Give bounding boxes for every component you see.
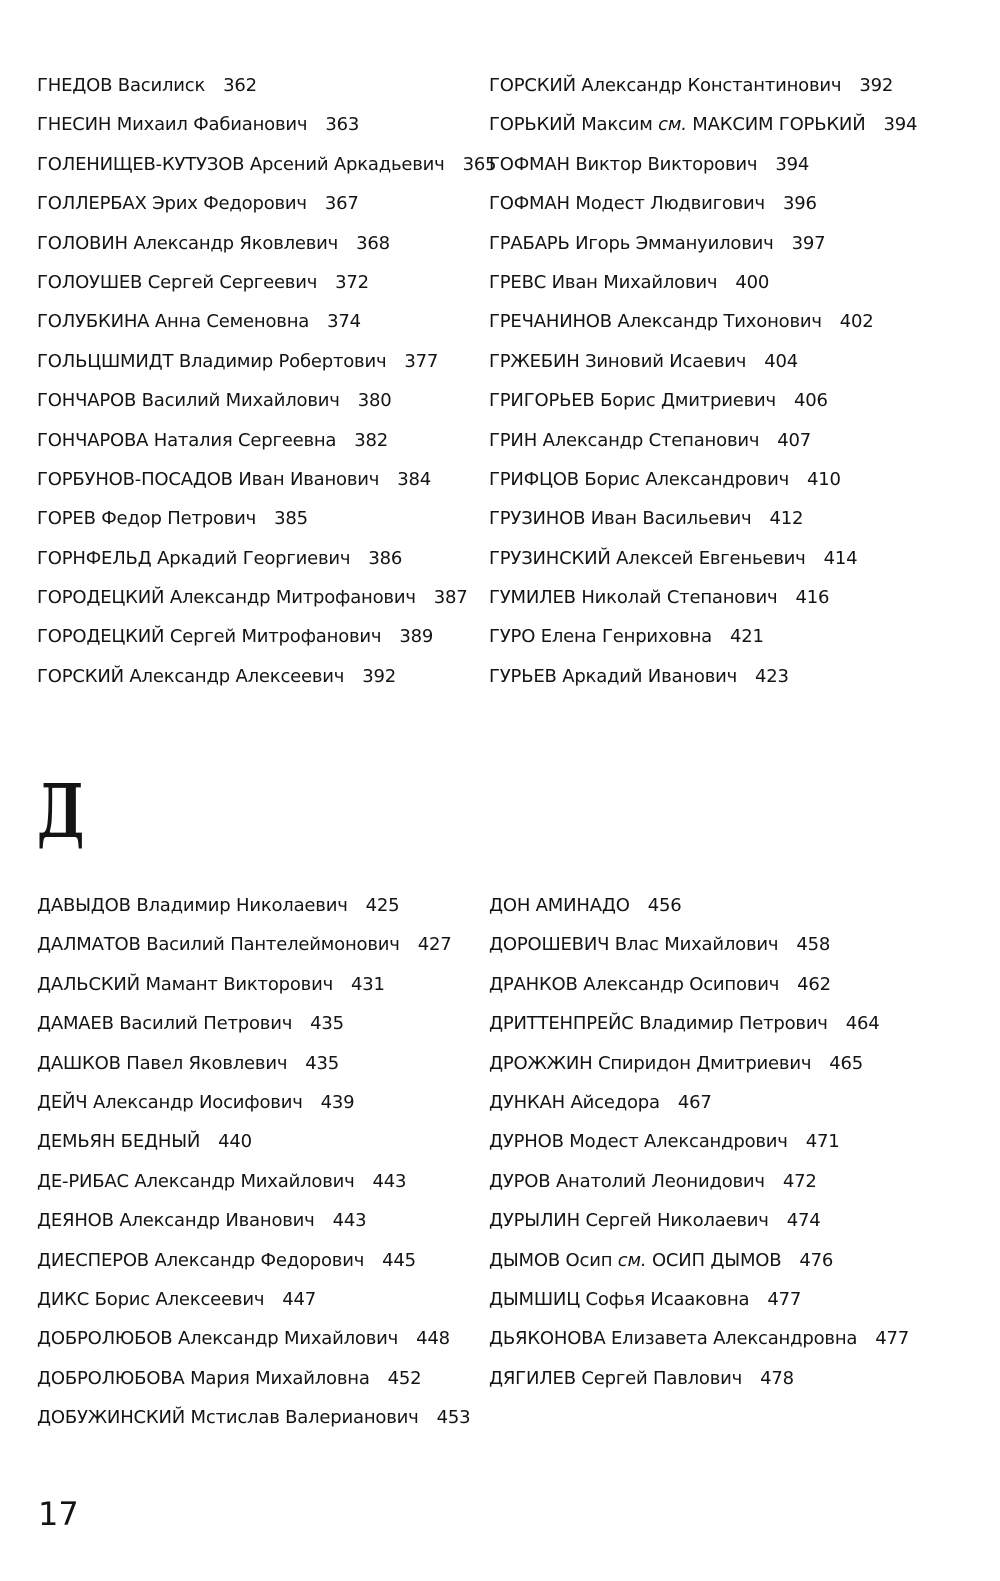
entry-surname: ДЯГИЛЕВ [489,1367,576,1389]
entry-surname: ГОФМАН [489,153,570,175]
index-entry [37,623,477,662]
entry-given-name: Александр Михайлович [134,1170,355,1192]
index-entry [37,1365,477,1404]
entry-page-number: 389 [399,626,434,648]
entry-surname: ДЕЯНОВ [37,1210,114,1232]
entry-see-reference-marker: см. [617,1249,647,1271]
index-column-d-right [489,892,929,1404]
entry-surname: ДАЛЬСКИЙ [37,973,140,995]
entry-page-number: 477 [875,1328,909,1350]
entry-surname: ДОБРОЛЮБОВ [37,1328,173,1350]
entry-page-number: 478 [760,1367,794,1389]
index-entry [37,931,477,970]
index-entry [37,1286,477,1325]
entry-given-name: Василиск [117,75,206,96]
entry-given-name: Елизавета Александровна [610,1328,858,1350]
entry-given-name: Владимир Николаевич [136,895,348,916]
index-entry [489,931,929,970]
entry-given-name: Арсений Аркадьевич [249,153,445,175]
index-entry [489,1128,929,1167]
entry-given-name: Спиридон Дмитриевич [598,1052,812,1074]
entry-surname: ДОН АМИНАДО [489,895,630,916]
entry-page-number: 404 [764,350,798,372]
index-column-g-left [37,72,497,702]
entry-surname: ДЫМШИЦ [489,1288,580,1310]
entry-page-number: 440 [218,1131,252,1153]
entry-surname: ДОБУЖИНСКИЙ [37,1407,186,1429]
entry-surname: ГОРНФЕЛЬД [37,547,152,569]
entry-given-name: Сергей Николаевич [585,1210,769,1232]
entry-cross-reference: ОСИП ДЫМОВ [651,1249,782,1271]
index-entry [37,584,477,623]
entry-given-name: Сергей Сергеевич [147,271,318,293]
entry-page-number: 394 [775,153,810,175]
entry-given-name: Александр Яковлевич [133,232,339,254]
entry-page-number: 407 [777,429,812,451]
entry-given-name: Федор Петрович [101,508,257,530]
entry-page-number: 414 [823,547,858,569]
entry-surname: ДЕ-РИБАС [37,1170,129,1192]
entry-surname: ГРИФЦОВ [489,468,579,490]
entry-surname: ГУРЬЕВ [489,665,557,687]
entry-page-number: 476 [799,1249,834,1271]
entry-page-number: 386 [368,547,403,569]
entry-page-number: 443 [332,1210,367,1232]
entry-surname: ГНЕСИН [37,114,112,136]
entry-surname: ДОРОШЕВИЧ [489,934,610,956]
entry-page-number: 392 [362,665,396,687]
index-entry [37,190,477,229]
entry-page-number: 471 [805,1131,840,1153]
entry-page-number: 464 [845,1013,880,1035]
index-entry [37,663,477,702]
entry-given-name: Борис Алексеевич [94,1288,265,1310]
entry-given-name: Александр Федорович [154,1249,365,1271]
entry-given-name: Александр Михайлович [177,1328,399,1350]
index-entry [37,1404,477,1443]
entry-given-name: Эрих Федорович [152,193,307,215]
index-entry [489,1050,929,1089]
index-entry [37,1247,477,1286]
entry-surname: ДОБРОЛЮБОВА [37,1367,185,1389]
entry-page-number: 456 [647,895,682,916]
entry-surname: ДРОЖЖИН [489,1052,593,1074]
index-entry [489,584,929,623]
entry-given-name: Модест Александрович [569,1131,788,1153]
entry-given-name: Александр Иосифович [92,1091,303,1113]
entry-given-name: Николай Степанович [581,587,778,609]
entry-page-number: 410 [807,468,841,490]
entry-surname: ГНЕДОВ [37,75,113,96]
entry-page-number: 402 [839,311,874,333]
entry-page-number: 394 [883,114,918,136]
index-entry [37,348,477,387]
entry-page-number: 477 [767,1288,802,1310]
index-entry [489,308,929,347]
index-entry [489,1286,929,1325]
entry-page-number: 416 [795,587,830,609]
index-entry [37,427,477,466]
entry-page-number: 362 [223,75,257,96]
entry-given-name: Анна Семеновна [154,311,310,333]
entry-page-number: 412 [769,508,804,530]
entry-page-number: 443 [372,1170,407,1192]
index-entry [489,1365,929,1404]
entry-page-number: 448 [416,1328,450,1350]
entry-cross-reference: МАКСИМ ГОРЬКИЙ [692,114,866,136]
entry-surname: ДЕЙЧ [37,1091,88,1113]
entry-surname: ГРИГОРЬЕВ [489,390,595,412]
entry-surname: ДАЛМАТОВ [37,934,141,956]
entry-given-name: Иван Иванович [238,468,380,490]
entry-surname: ДЕМЬЯН БЕДНЫЙ [37,1131,201,1153]
entry-page-number: 453 [436,1407,471,1429]
index-entry [37,505,477,544]
index-entry [489,1325,929,1364]
entry-page-number: 380 [357,390,392,412]
entry-page-number: 465 [829,1052,864,1074]
entry-page-number: 374 [327,311,361,333]
entry-given-name: Владимир Петрович [639,1013,828,1035]
index-entry [37,111,477,150]
entry-surname: ДИКС [37,1288,90,1310]
entry-surname: ДУНКАН [489,1091,565,1113]
entry-surname: ГОЛЕНИЩЕВ-КУТУЗОВ [37,153,245,175]
index-column-d-left [37,892,477,1443]
entry-surname: ГРУЗИНСКИЙ [489,547,611,569]
index-entry [489,545,929,584]
entry-given-name: Мамант Викторович [145,973,334,995]
entry-surname: ДАВЫДОВ [37,895,131,916]
entry-given-name: Мстислав Валерианович [190,1407,419,1429]
entry-given-name: Виктор Викторович [575,153,758,175]
entry-surname: ГРИН [489,429,538,451]
entry-given-name: Александр Митрофанович [169,587,416,609]
entry-given-name: Мария Михайловна [190,1367,370,1389]
index-entry [489,230,929,269]
index-entry [489,1010,929,1049]
entry-given-name: Василий Петрович [119,1013,293,1035]
entry-given-name: Борис Дмитриевич [600,390,776,412]
index-entry [37,230,477,269]
entry-given-name: Александр Алексеевич [129,665,345,687]
index-entry [489,427,929,466]
entry-surname: ДУРОВ [489,1170,551,1192]
index-entry [37,1168,477,1207]
entry-given-name: Александр Осипович [583,973,780,995]
index-entry [37,1325,477,1364]
entry-surname: ГРАБАРЬ [489,232,570,254]
entry-surname: ГОРОДЕЦКИЙ [37,626,165,648]
entry-given-name: Александр Константинович [581,75,842,96]
entry-page-number: 435 [305,1052,340,1074]
index-entry [489,623,929,662]
entry-given-name: Иван Михайлович [551,271,718,293]
entry-page-number: 384 [397,468,431,490]
entry-surname: ДРИТТЕНПРЕЙС [489,1013,634,1035]
entry-given-name: Михаил Фабианович [116,114,308,136]
entry-surname: ГОНЧАРОВ [37,390,137,412]
entry-given-name: Анатолий Леонидович [555,1170,765,1192]
entry-surname: ДАШКОВ [37,1052,121,1074]
entry-surname: ГОЛОУШЕВ [37,271,143,293]
index-entry [37,1010,477,1049]
index-entry [489,348,929,387]
entry-page-number: 397 [791,232,826,254]
entry-surname: ДАМАЕВ [37,1013,114,1035]
index-entry [489,1207,929,1246]
index-entry [489,269,929,308]
index-entry [489,72,929,111]
index-entry [37,308,477,347]
entry-see-reference-marker: см. [658,114,687,136]
section-letter-d: Д [37,769,85,855]
entry-given-name: Владимир Робертович [178,350,387,372]
entry-page-number: 435 [310,1013,344,1035]
index-entry [37,1128,477,1167]
index-entry [37,72,477,111]
entry-page-number: 474 [786,1210,821,1232]
entry-surname: ДУРЫЛИН [489,1210,580,1232]
index-entry [37,466,477,505]
index-entry [37,387,477,426]
entry-page-number: 458 [796,934,831,956]
entry-page-number: 447 [282,1288,317,1310]
page-number: 17 [38,1495,79,1533]
entry-surname: ДИЕСПЕРОВ [37,1249,149,1271]
entry-surname: ДЫМОВ [489,1249,560,1271]
entry-surname: ГОЛУБКИНА [37,311,150,333]
entry-page-number: 445 [382,1249,416,1271]
entry-given-name: Алексей Евгеньевич [616,547,806,569]
entry-page-number: 365 [462,153,497,175]
entry-given-name: Василий Михайлович [141,390,340,412]
entry-page-number: 372 [335,271,369,293]
entry-page-number: 392 [859,75,894,96]
entry-page-number: 421 [730,626,764,648]
entry-surname: ГОНЧАРОВА [37,429,149,451]
entry-surname: ГОРСКИЙ [37,665,124,687]
index-entry [489,190,929,229]
entry-surname: ГРЖЕБИН [489,350,580,372]
entry-page-number: 462 [797,973,831,995]
index-entry [489,1168,929,1207]
entry-surname: ГРУЗИНОВ [489,508,586,530]
entry-surname: ГОРЕВ [37,508,96,530]
index-entry [37,892,477,931]
entry-page-number: 423 [755,665,789,687]
index-entry [489,892,929,931]
index-entry [37,151,497,190]
entry-page-number: 367 [324,193,359,215]
entry-page-number: 363 [325,114,360,136]
index-column-g-right [489,72,929,702]
entry-surname: ГОРЬКИЙ [489,114,576,136]
index-entry [37,971,477,1010]
index-entry [37,269,477,308]
entry-given-name: Сергей Павлович [581,1367,743,1389]
entry-given-name: Максим [581,114,653,136]
index-entry [489,111,929,150]
entry-given-name: Александр Иванович [119,1210,315,1232]
entry-surname: ГУРО [489,626,536,648]
entry-surname: ДРАНКОВ [489,973,578,995]
entry-surname: ГРЕВС [489,271,547,293]
index-entry [489,971,929,1010]
entry-surname: ДЬЯКОНОВА [489,1328,606,1350]
entry-given-name: Осип [565,1249,613,1271]
entry-given-name: Елена Генриховна [540,626,712,648]
entry-given-name: Иван Васильевич [590,508,752,530]
entry-given-name: Влас Михайлович [614,934,779,956]
entry-given-name: Айседора [570,1091,660,1113]
entry-page-number: 452 [387,1367,422,1389]
entry-page-number: 396 [782,193,817,215]
entry-surname: ГУМИЛЕВ [489,587,576,609]
index-entry [489,1247,929,1286]
entry-page-number: 431 [351,973,385,995]
entry-surname: ГОЛЛЕРБАХ [37,193,147,215]
entry-page-number: 427 [417,934,452,956]
index-entry [489,151,929,190]
entry-given-name: Павел Яковлевич [126,1052,288,1074]
entry-given-name: Александр Тихонович [617,311,822,333]
index-entry [489,663,929,702]
entry-surname: ГОРБУНОВ-ПОСАДОВ [37,468,233,490]
entry-given-name: Игорь Эммануилович [575,232,774,254]
entry-page-number: 439 [320,1091,355,1113]
entry-given-name: Модест Людвигович [575,193,765,215]
entry-surname: ГОРСКИЙ [489,75,576,96]
entry-surname: ГОРОДЕЦКИЙ [37,587,165,609]
entry-given-name: Сергей Митрофанович [169,626,382,648]
entry-given-name: Борис Александрович [584,468,790,490]
entry-given-name: Василий Пантелеймонович [146,934,400,956]
entry-page-number: 425 [365,895,400,916]
index-entry [489,505,929,544]
entry-given-name: Аркадий Георгиевич [157,547,351,569]
index-entry [37,1207,477,1246]
entry-surname: ГРЕЧАНИНОВ [489,311,612,333]
entry-page-number: 467 [677,1091,712,1113]
entry-given-name: Софья Исааковна [585,1288,750,1310]
entry-page-number: 400 [735,271,770,293]
index-entry [37,545,477,584]
entry-surname: ГОЛОВИН [37,232,128,254]
entry-page-number: 387 [433,587,468,609]
entry-given-name: Зиновий Исаевич [585,350,747,372]
entry-surname: ГОФМАН [489,193,570,215]
index-entry [489,466,929,505]
entry-page-number: 368 [356,232,390,254]
index-entry [37,1089,477,1128]
entry-page-number: 472 [782,1170,817,1192]
entry-given-name: Наталия Сергеевна [153,429,337,451]
index-entry [489,387,929,426]
entry-page-number: 377 [404,350,439,372]
entry-surname: ГОЛЬЦШМИДТ [37,350,174,372]
entry-given-name: Аркадий Иванович [562,665,738,687]
entry-page-number: 385 [274,508,308,530]
entry-page-number: 406 [793,390,828,412]
entry-page-number: 382 [354,429,389,451]
entry-given-name: Александр Степанович [542,429,760,451]
index-entry [37,1050,477,1089]
entry-surname: ДУРНОВ [489,1131,564,1153]
index-entry [489,1089,929,1128]
